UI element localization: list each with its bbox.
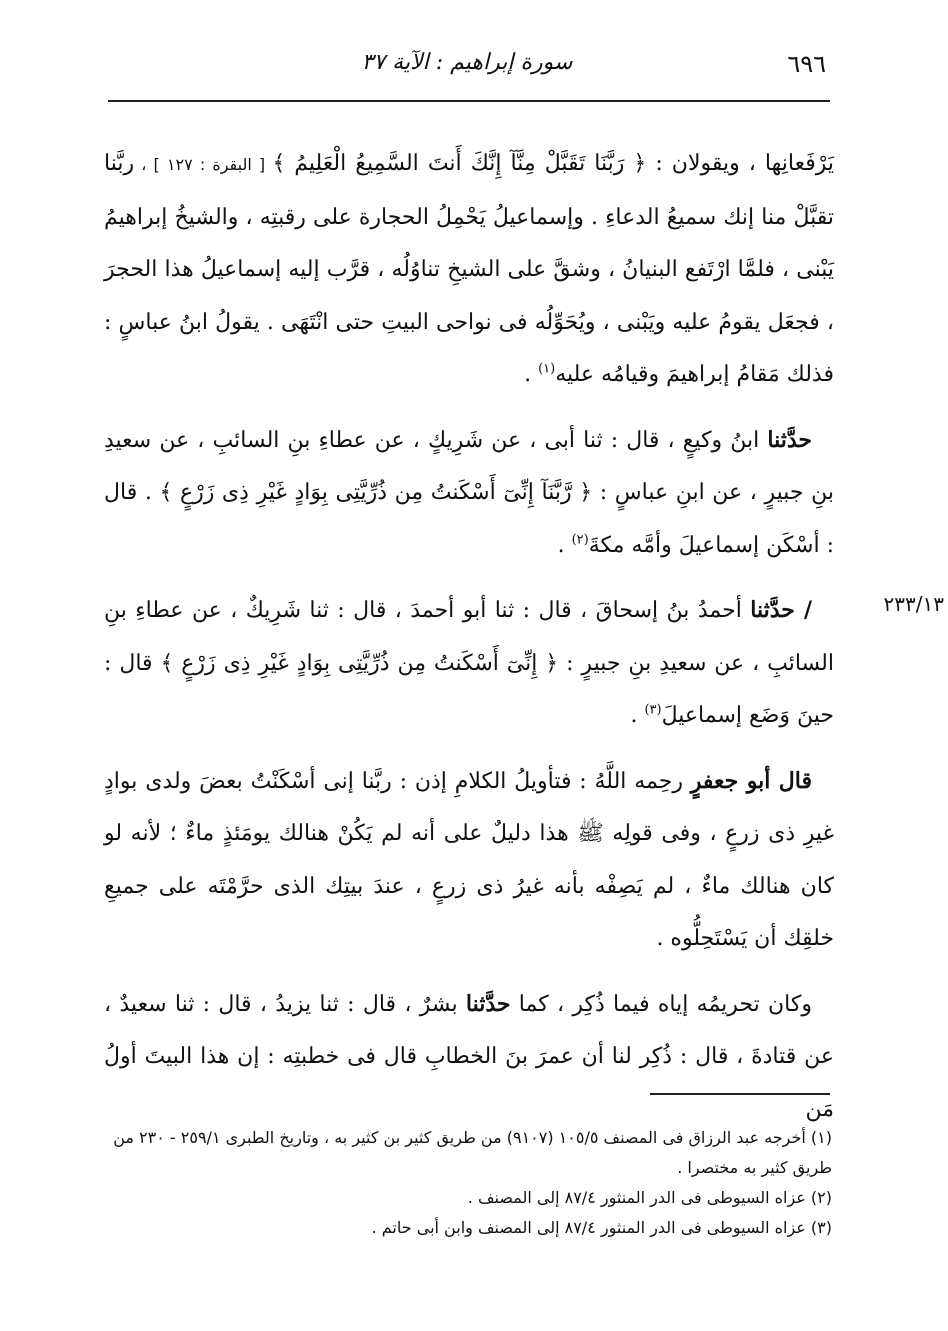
header-divider [108,100,830,102]
footnotes [108,1123,832,1243]
footnote-2: (٢) عزاه السيوطى فى الدر المنثور ٨٧/٤ إلى المصنف . [467,1188,832,1207]
paragraph-text: يَرْفَعانِها ، ويقولان : [646,151,834,176]
paragraph-text: قال : حينَ وَضَع إسماعيلَ [104,650,834,728]
footnote-3: (٣) عزاه السيوطى فى الدر المنثور ٨٧/٤ إلى المصنف وابن أبى حاتم . [371,1218,832,1237]
author-lead: قال أبو جعفرٍ [690,767,812,794]
footnote-marker: (١) [538,361,556,377]
paragraph-end: . [557,532,572,558]
page-header [108,50,826,98]
margin-reference: ٢٣٣/١٣ [883,592,944,616]
page-number: ٦٩٦ [787,50,826,78]
paragraph-end: . [630,703,645,728]
paragraph-2 [104,414,834,573]
paragraph-text: ابنُ وكيعٍ ، قال : ثنا أبى ، عن شَرِيكٍ ، عن عطاءِ بنِ السائبِ ، عن سعيدِ بنِ جبيرٍ ، عن ابنِ عباسٍ : [104,427,835,505]
running-title: سورة إبراهيم : الآية ٣٧ [361,50,573,75]
paragraph-text: بشرٌ ، قال : ثنا يزيدُ ، قال : ثنا سعيدٌ ، عن قتادةَ ، قال : ذُكِر لنا أن عمرَ بنَ الخطابِ قال فى خطبتِه : إن هذا البيتَ أولُ مَن [104,991,834,1122]
paragraph-text: رحِمه اللَّهُ : فتأويلُ الكلامِ إذن : ربَّنا إنى أسْكَنْتُ بعضَ ولدى بوادٍ غيرِ ذى زرعٍ ، وفى قولِه ﷺ هذا دليلٌ على أنه لم يَكُنْ هنالك يومَئذٍ ماءٌ ؛ لأنه لو كان هنالك ماءٌ ، لم يَصِفْه بأنه غيرُ ذى زرعٍ ، عندَ بيتِك الذى حرَّمْتَه على جميعِ خلقِك أن يَسْتَحِلُّوه . [104,768,834,951]
footnote-1: (١) أخرجه عبد الرزاق فى المصنف ١٠٥/٥ (٩١٠٧) من طريق كثير بن كثير به ، وتاريخ الطبرى ٢٥٩/١ - ٢٣٠ من طريق كثير به مختصرا . [113,1128,832,1177]
paragraph-end: . [524,362,539,387]
hadith-lead: حدَّثنا [767,426,812,453]
paragraph-text: . قال : أسْكَن إسماعيلَ وأمَّه مكةَ [104,480,834,558]
quran-verse: ﴿ إِنِّىٓ أَسْكَنتُ مِن ذُرِّيَّتِى بِوَادٍ غَيْرِ ذِى زَرْعٍ ﴾ [160,650,559,676]
paragraph-text: أحمدُ بنُ إسحاقَ ، قال : ثنا أبو أحمدَ ، قال : ثنا شَرِيكٌ ، عن عطاءِ بنِ السائبِ ، عن سعيدِ بنِ جبيرٍ : [104,598,834,676]
paragraph-text: وكان تحريمُه إياه فيما ذُكِر ، كما [510,991,812,1017]
paragraph-3 [104,584,834,743]
footnote-divider [650,1093,830,1095]
footnote-marker: (٢) [571,532,589,548]
paragraph-1 [104,138,834,402]
footnote-marker: (٣) [644,702,662,718]
paragraph-4 [104,755,834,966]
hadith-lead: / حدَّثنا [750,597,812,623]
main-text [104,138,834,1136]
paragraph-text: ربَّنا تقبَّلْ منا إنك سميعُ الدعاءِ . وإسماعيلُ يَحْمِلُ الحجارة على رقبتِه ، والشيخُ إبراهيمُ يَبْنى ، فلمَّا ارْتَفع البنيانُ ، وشقَّ على الشيخِ تناوُلُه ، قرَّب إليه إسماعيلُ هذا الحجرَ ، فجعَل يقومُ عليه ويَبْنى ، ويُحَوِّلُه فى نواحى البيتِ حتى انْتَهَى . يقولُ ابنُ عباسٍ : فذلك مَقامُ إبراهيمَ وقيامُه عليه [104,151,834,387]
paragraph-5 [104,978,834,1137]
hadith-lead: حدَّثنا [465,990,511,1017]
verse-reference: [ البقرة : ١٢٧ ] ، [134,155,273,174]
quran-verse: ﴿ رَبَّنَا تَقَبَّلْ مِنَّآ إِنَّكَ أَنتَ السَّمِيعُ الْعَلِيمُ ﴾ [272,151,647,176]
quran-verse: ﴿ رَّبَّنَآ إِنِّىٓ أَسْكَنتُ مِن ذُرِّيَّتِى بِوَادٍ غَيْرِ ذِى زَرْعٍ ﴾ [159,480,593,505]
